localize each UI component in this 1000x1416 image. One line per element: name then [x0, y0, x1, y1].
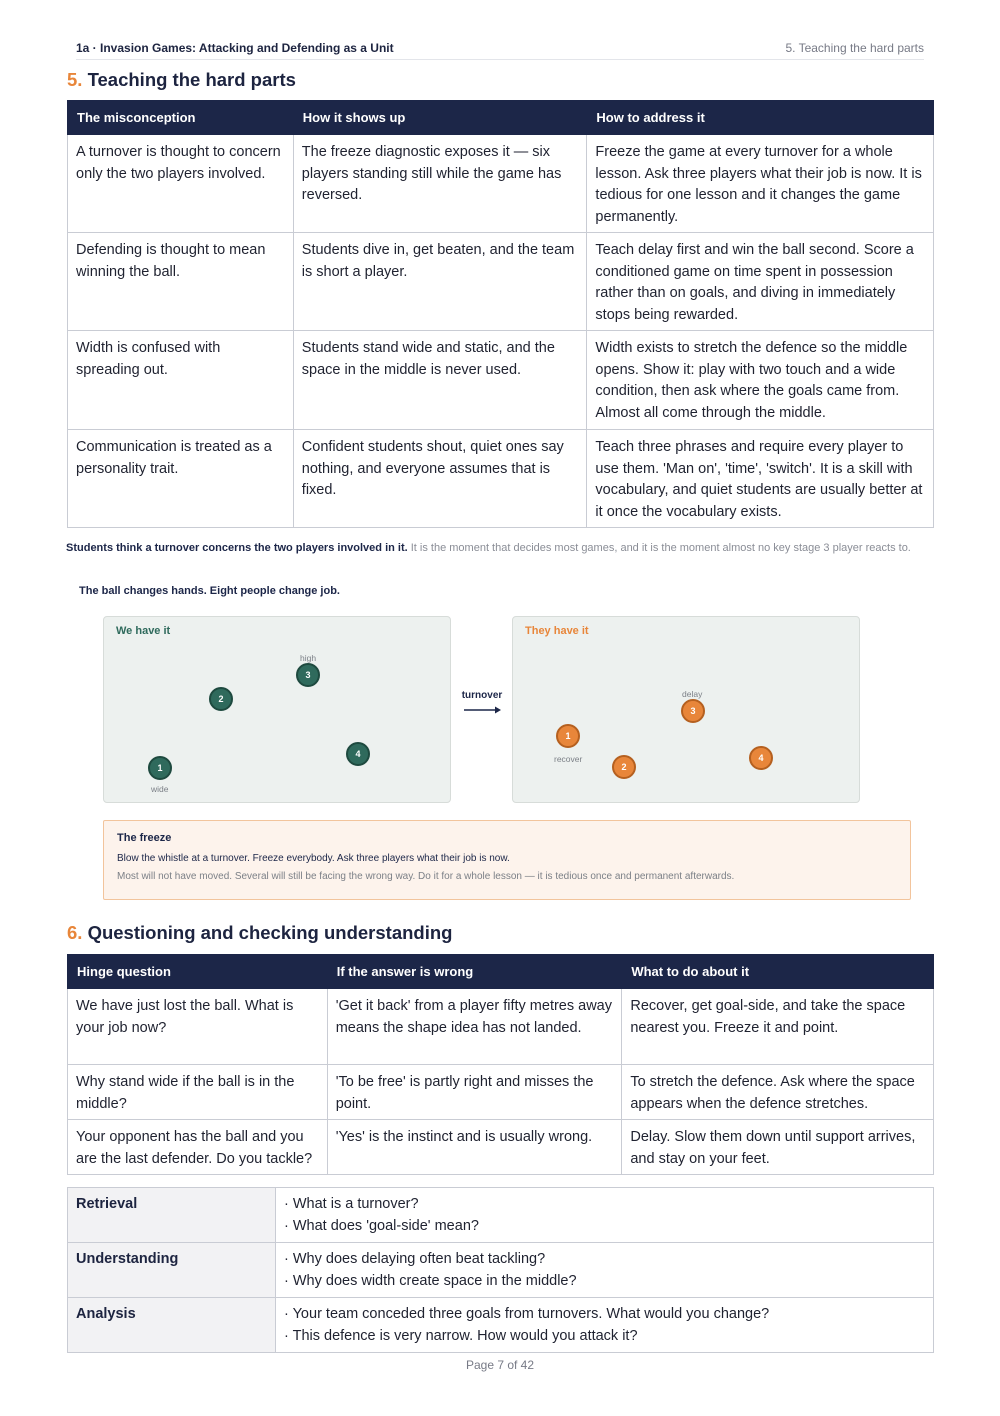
table-row [68, 1188, 934, 1243]
table-cell: A turnover is thought to concern only the two players involved. [68, 135, 294, 233]
page-number: Page 7 of 42 [465, 1358, 535, 1372]
player-marker: 2 [209, 687, 233, 711]
level-questions [276, 1243, 934, 1298]
document-title: 1a · Invasion Games: Attacking and Defending as a Unit [76, 40, 394, 55]
section-number: 6. [67, 922, 83, 943]
section-title: Questioning and checking understanding [87, 922, 453, 943]
section-number: 5. [67, 69, 83, 90]
column-header: If the answer is wrong [327, 955, 622, 989]
table-cell: We have just lost the ball. What is your job now? [68, 989, 328, 1065]
level-questions [276, 1188, 934, 1243]
column-header: How to address it [587, 101, 934, 135]
table-cell: Why stand wide if the ball is in the middle? [68, 1065, 328, 1120]
level-label: Analysis [68, 1298, 276, 1353]
table-cell: Your opponent has the ball and you are the last defender. Do you tackle? [68, 1120, 328, 1175]
misconceptions-table [67, 100, 934, 528]
player-label: recover [554, 754, 583, 764]
table-row [68, 989, 934, 1065]
player-marker: 4 [346, 742, 370, 766]
player-marker: 1 [556, 724, 580, 748]
column-header: How it shows up [293, 101, 587, 135]
question-item: · What is a turnover? [284, 1196, 419, 1212]
table-cell: Width is confused with spreading out. [68, 331, 294, 430]
table-cell: 'To be free' is partly right and misses the point. [327, 1065, 622, 1120]
table-cell: Communication is treated as a personality trait. [68, 430, 294, 528]
table-cell: Students dive in, get beaten, and the team is short a player. [293, 233, 587, 331]
level-label: Understanding [68, 1243, 276, 1298]
question-item: · Your team conceded three goals from turnovers. What would you change? [284, 1306, 770, 1322]
section-title: Teaching the hard parts [87, 69, 296, 90]
table-cell: Freeze the game at every turnover for a whole lesson. Ask three players what their job is now. It is tedious for one lesson and it changes the game permanently. [587, 135, 934, 233]
table-header-row [68, 101, 934, 135]
section-indicator: 5. Teaching the hard parts [785, 40, 924, 55]
callout-line: Blow the whistle at a turnover. Freeze everybody. Ask three players what their job is now. [117, 853, 510, 864]
column-header: What to do about it [622, 955, 934, 989]
pitch-we-have-it [103, 616, 451, 803]
table-row [68, 233, 934, 331]
question-item: · Why does width create space in the middle? [284, 1273, 577, 1289]
table-row [68, 1298, 934, 1353]
level-questions [276, 1298, 934, 1353]
player-label: high [300, 653, 317, 663]
column-header: The misconception [68, 101, 294, 135]
callout-title: The freeze [117, 832, 172, 844]
player-marker: 4 [749, 746, 773, 770]
table-cell: Defending is thought to mean winning the ball. [68, 233, 294, 331]
question-item: · Why does delaying often beat tackling? [284, 1251, 546, 1267]
lead-bold: Students think a turnover concerns the two players involved in it. [66, 542, 408, 554]
table-cell: Recover, get goal-side, and take the space nearest you. Freeze it and point. [622, 989, 934, 1065]
panel-title: They have it [525, 625, 589, 637]
column-header: Hinge question [68, 955, 328, 989]
player-marker: 2 [612, 755, 636, 779]
table-cell: The freeze diagnostic exposes it — six players standing still while the game has reversed. [293, 135, 587, 233]
table-cell: Teach delay first and win the ball second. Score a conditioned game on time spent in possession rather than on goals, and diving in immediately stops being rewarded. [587, 233, 934, 331]
panel-title: We have it [116, 625, 171, 637]
table-cell: To stretch the defence. Ask where the space appears when the defence stretches. [622, 1065, 934, 1120]
running-header [76, 36, 924, 60]
question-levels-table [67, 1187, 934, 1353]
table-cell: Width exists to stretch the defence so the middle opens. Show it: play with two touch and a wide condition, then ask where the goals came from. Almost all come through the middle. [587, 331, 934, 430]
table-row [68, 1243, 934, 1298]
arrow-right-icon [462, 705, 502, 715]
player-label: wide [151, 784, 169, 794]
table-cell: 'Get it back' from a player fifty metres away means the shape idea has not landed. [327, 989, 622, 1065]
section-5-heading [67, 69, 296, 91]
section-6-heading [67, 922, 452, 944]
lead-rest: It is the moment that decides most games, and it is the moment almost no key stage 3 player reacts to. [407, 542, 911, 554]
level-label: Retrieval [68, 1188, 276, 1243]
player-marker: 3 [296, 663, 320, 687]
table-row [68, 430, 934, 528]
table-cell: Delay. Slow them down until support arrives, and stay on your feet. [622, 1120, 934, 1175]
question-item: · What does 'goal-side' mean? [284, 1218, 479, 1234]
figure-title: The ball changes hands. Eight people change job. [79, 585, 340, 597]
table-header-row [68, 955, 934, 989]
table-cell: Confident students shout, quiet ones say nothing, and everyone assumes that is fixed. [293, 430, 587, 528]
table-row [68, 1065, 934, 1120]
callout-note: Most will not have moved. Several will still be facing the wrong way. Do it for a whole lesson — it is tedious once and permanent afterwards. [117, 871, 735, 882]
turnover-arrow [454, 690, 510, 715]
table-row [68, 1120, 934, 1175]
turnover-label: turnover [461, 690, 503, 701]
pitch-they-have-it [512, 616, 860, 803]
table-row [68, 135, 934, 233]
player-label: delay [682, 689, 703, 699]
freeze-callout [103, 820, 911, 900]
table-cell: Teach three phrases and require every player to use them. 'Man on', 'time', 'switch'. It is a skill with vocabulary, and quiet students are usually better at it once the vocabulary exists. [587, 430, 934, 528]
question-item: · This defence is very narrow. How would you attack it? [284, 1328, 638, 1344]
player-marker: 3 [681, 699, 705, 723]
player-marker: 1 [148, 756, 172, 780]
figure-lead [66, 540, 936, 557]
table-row [68, 331, 934, 430]
hinge-questions-table [67, 954, 934, 1175]
table-cell: Students stand wide and static, and the space in the middle is never used. [293, 331, 587, 430]
table-cell: 'Yes' is the instinct and is usually wrong. [327, 1120, 622, 1175]
